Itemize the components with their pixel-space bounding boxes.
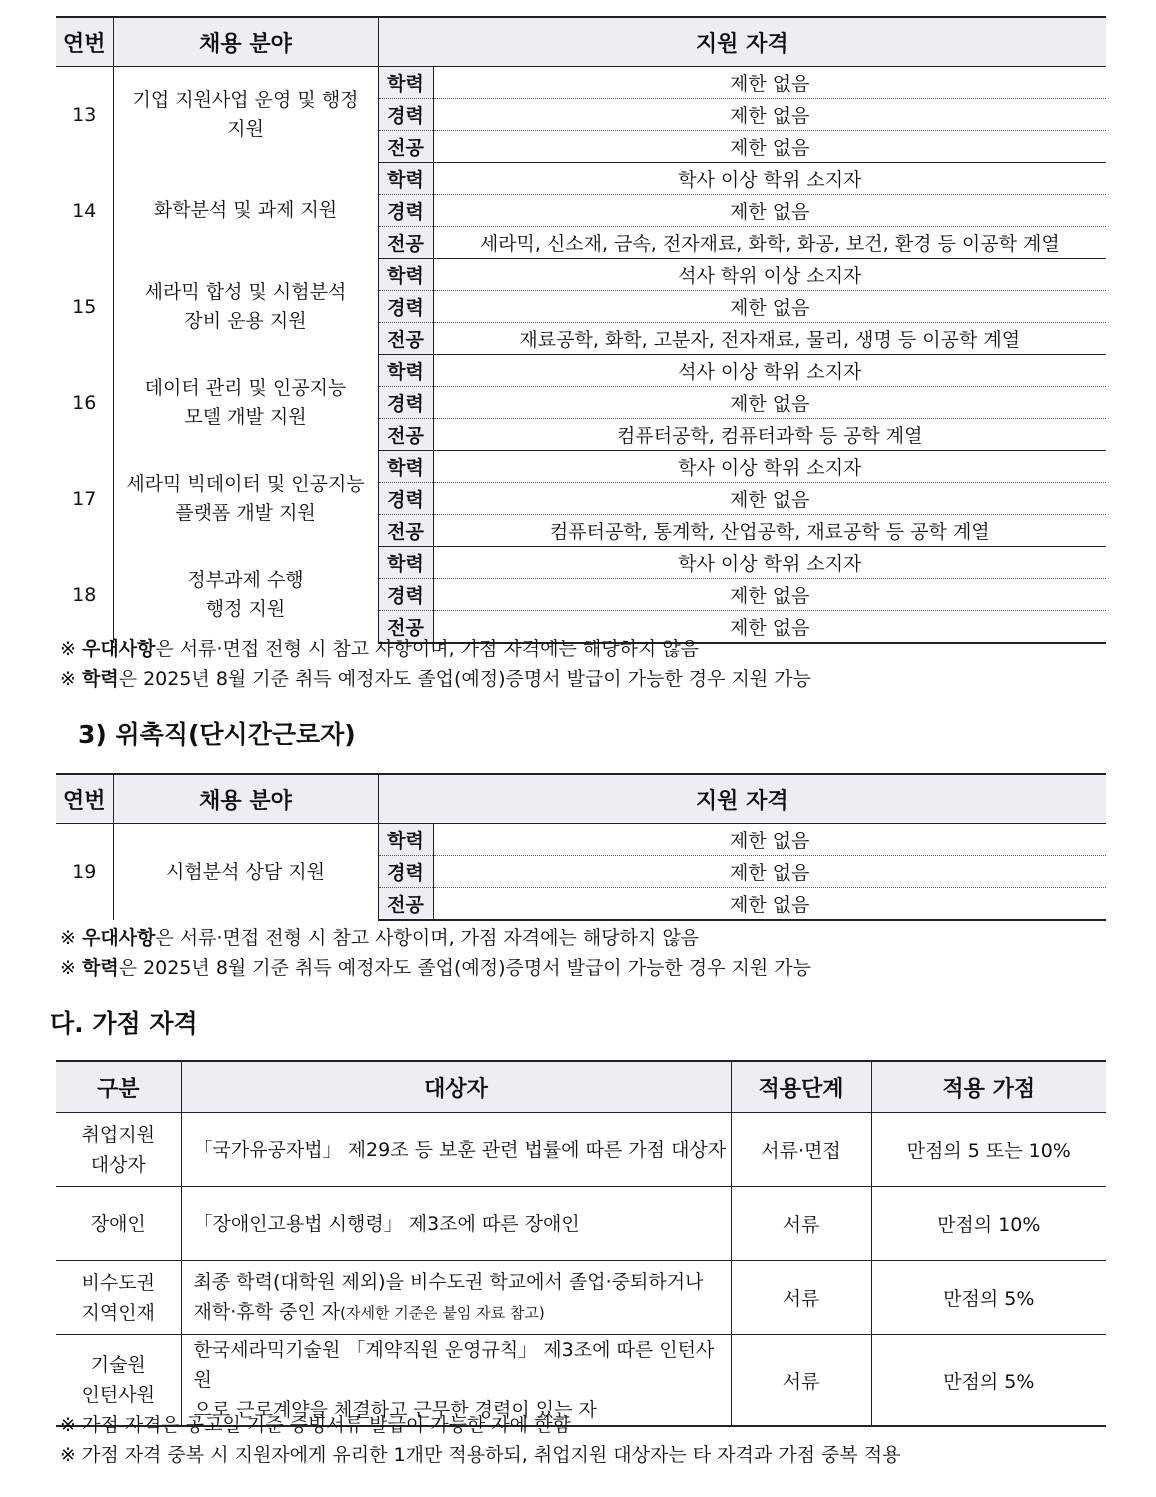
value-major: 컴퓨터공학, 통계학, 산업공학, 재료공학 등 공학 계열 <box>433 515 1106 547</box>
target-line: 으로 근로계약을 체결하고 근무한 경력이 있는 자 <box>193 1399 597 1421</box>
label-exp: 경력 <box>378 483 433 515</box>
qualification-table-1 <box>56 16 1106 644</box>
table-row <box>56 1113 1106 1187</box>
note-preference-2: ※ 우대사항은 서류·면접 전형 시 참고 사항이며, 가점 자격에는 해당하지 않음 <box>60 927 700 949</box>
header-no: 연번 <box>56 17 113 67</box>
value-edu: 학사 이상 학위 소지자 <box>433 547 1106 579</box>
bonus-target <box>181 1113 731 1187</box>
value-exp: 제한 없음 <box>433 291 1106 323</box>
bonus-points: 만점의 10% <box>871 1187 1106 1261</box>
value-exp: 제한 없음 <box>433 856 1106 888</box>
value-major: 제한 없음 <box>433 131 1106 163</box>
value-major: 재료공학, 화학, 고분자, 전자재료, 물리, 생명 등 이공학 계열 <box>433 323 1106 355</box>
section-da-title: 다. 가점 자격 <box>50 1009 198 1038</box>
label-major: 전공 <box>378 419 433 451</box>
label-exp: 경력 <box>378 856 433 888</box>
value-exp: 제한 없음 <box>433 579 1106 611</box>
bonus-target <box>181 1187 731 1261</box>
value-exp: 제한 없음 <box>433 99 1106 131</box>
label-edu: 학력 <box>378 824 433 856</box>
category-line: 기술원 <box>90 1354 146 1376</box>
job-field <box>113 163 378 259</box>
value-exp: 제한 없음 <box>433 387 1106 419</box>
value-major: 제한 없음 <box>433 888 1106 921</box>
label-major: 전공 <box>378 888 433 921</box>
target-line: 「국가유공자법」 제29조 등 보훈 관련 법률에 따른 가점 대상자 <box>193 1138 727 1161</box>
label-edu: 학력 <box>378 163 433 195</box>
job-field-line: 세라믹 합성 및 시험분석 <box>144 280 347 303</box>
label-exp: 경력 <box>378 291 433 323</box>
category-line: 비수도권 <box>81 1271 155 1294</box>
note-education-2: ※ 학력은 2025년 8월 기준 취득 예정자도 졸업(예정)증명서 발급이 가능한 경우 지원 가능 <box>60 957 812 979</box>
target-line: 재학·휴학 중인 자 <box>193 1301 341 1323</box>
bonus-category <box>56 1187 181 1261</box>
note-preference: ※ 우대사항은 서류·면접 전형 시 참고 사항이며, 가점 자격에는 해당하지 않음 <box>60 638 700 660</box>
header-target: 대상자 <box>181 1061 731 1113</box>
value-edu: 학사 이상 학위 소지자 <box>433 451 1106 483</box>
value-major: 컴퓨터공학, 컴퓨터과학 등 공학 계열 <box>433 419 1106 451</box>
label-major: 전공 <box>378 515 433 547</box>
value-edu: 제한 없음 <box>433 824 1106 856</box>
label-edu: 학력 <box>378 67 433 99</box>
header-no: 연번 <box>56 774 113 824</box>
job-field <box>113 547 378 644</box>
value-edu: 석사 이상 학위 소지자 <box>433 355 1106 387</box>
table-row <box>56 1187 1106 1261</box>
label-exp: 경력 <box>378 579 433 611</box>
job-field-line: 화학분석 및 과제 지원 <box>153 199 338 221</box>
label-edu: 학력 <box>378 259 433 291</box>
table-row <box>56 451 1106 483</box>
row-number: 14 <box>72 199 97 222</box>
row-number: 16 <box>72 391 97 414</box>
header-category: 구분 <box>56 1061 181 1113</box>
job-field-line: 데이터 관리 및 인공지능 <box>144 376 347 399</box>
bonus-category <box>56 1261 181 1335</box>
table-row <box>56 259 1106 291</box>
bonus-stage: 서류 <box>731 1335 871 1427</box>
target-line: 최종 학력(대학원 제외)을 비수도권 학교에서 졸업·중퇴하거나 <box>193 1271 704 1293</box>
job-field-line: 기업 지원사업 운영 및 행정 <box>132 88 359 111</box>
job-field-line: 플랫폼 개발 지원 <box>175 501 316 524</box>
value-edu: 석사 학위 이상 소지자 <box>433 259 1106 291</box>
row-number: 18 <box>72 583 97 606</box>
label-edu: 학력 <box>378 547 433 579</box>
row-number: 15 <box>72 295 97 318</box>
bonus-stage: 서류 <box>731 1187 871 1261</box>
job-field-line: 장비 운용 지원 <box>184 309 307 332</box>
value-exp: 제한 없음 <box>433 483 1106 515</box>
table-row <box>56 1261 1106 1335</box>
qualification-table-2 <box>56 773 1106 921</box>
job-field-line: 행정 지원 <box>205 597 286 620</box>
note-education: ※ 학력은 2025년 8월 기준 취득 예정자도 졸업(예정)증명서 발급이 가능한 경우 지원 가능 <box>60 668 812 690</box>
table-row <box>56 547 1106 579</box>
table-row <box>56 67 1106 99</box>
bonus-target <box>181 1261 731 1335</box>
label-exp: 경력 <box>378 387 433 419</box>
header-field: 채용 분야 <box>113 774 378 824</box>
table-row <box>56 355 1106 387</box>
row-number: 19 <box>72 861 97 883</box>
row-number: 17 <box>72 487 97 510</box>
bonus-stage: 서류·면접 <box>731 1113 871 1187</box>
job-field-line: 세라믹 빅데이터 및 인공지능 <box>126 472 365 495</box>
value-edu: 학사 이상 학위 소지자 <box>433 163 1106 195</box>
job-field <box>113 67 378 163</box>
job-field-line: 지원 <box>227 117 264 140</box>
table-row <box>56 824 1106 856</box>
label-edu: 학력 <box>378 451 433 483</box>
value-exp: 제한 없음 <box>433 195 1106 227</box>
header-field: 채용 분야 <box>113 17 378 67</box>
category-line: 취업지원 <box>81 1123 155 1146</box>
job-field <box>113 259 378 355</box>
bonus-category <box>56 1113 181 1187</box>
category-line: 장애인 <box>90 1212 146 1235</box>
label-major: 전공 <box>378 131 433 163</box>
label-major: 전공 <box>378 323 433 355</box>
category-line: 지역인재 <box>81 1301 155 1324</box>
table-row <box>56 163 1106 195</box>
bonus-stage: 서류 <box>731 1261 871 1335</box>
header-stage: 적용단계 <box>731 1061 871 1113</box>
job-field <box>113 355 378 451</box>
target-line: 「장애인고용법 시행령」 제3조에 따른 장애인 <box>193 1212 580 1235</box>
header-qualification: 지원 자격 <box>378 17 1106 67</box>
value-major: 제한 없음 <box>433 611 1106 644</box>
category-line: 대상자 <box>90 1153 146 1176</box>
job-field <box>113 451 378 547</box>
note-bonus-duplicate: ※ 가점 자격 중복 시 지원자에게 유리한 1개만 적용하되, 취업지원 대상자는 타 자격과 가점 중복 적용 <box>60 1444 901 1466</box>
label-major: 전공 <box>378 227 433 259</box>
header-qualification: 지원 자격 <box>378 774 1106 824</box>
job-field-line: 시험분석 상담 지원 <box>166 860 325 883</box>
bonus-points: 만점의 5% <box>871 1261 1106 1335</box>
category-line: 인턴사원 <box>81 1384 155 1406</box>
section-3-title: 3) 위촉직(단시간근로자) <box>78 720 356 749</box>
bonus-points-table <box>56 1060 1106 1427</box>
label-exp: 경력 <box>378 195 433 227</box>
bonus-points: 만점의 5 또는 10% <box>871 1113 1106 1187</box>
target-note: (자세한 기준은 붙임 자료 참고) <box>340 1304 545 1322</box>
note-bonus-evidence: ※ 가점 자격은 공고일 기준 증빙서류 발급이 가능한 자에 한함 <box>60 1414 571 1436</box>
header-points: 적용 가점 <box>871 1061 1106 1113</box>
bonus-points: 만점의 5% <box>871 1335 1106 1427</box>
target-line: 한국세라믹기술원 「계약직원 운영규칙」 제3조에 따른 인턴사원 <box>193 1339 715 1391</box>
value-edu: 제한 없음 <box>433 67 1106 99</box>
label-exp: 경력 <box>378 99 433 131</box>
value-major: 세라믹, 신소재, 금속, 전자재료, 화학, 화공, 보건, 환경 등 이공학 계열 <box>433 227 1106 259</box>
job-field <box>113 824 378 921</box>
job-field-line: 정부과제 수행 <box>187 568 304 591</box>
job-field-line: 모델 개발 지원 <box>184 405 307 428</box>
label-edu: 학력 <box>378 355 433 387</box>
label-major: 전공 <box>378 611 433 644</box>
row-number: 13 <box>72 103 97 126</box>
